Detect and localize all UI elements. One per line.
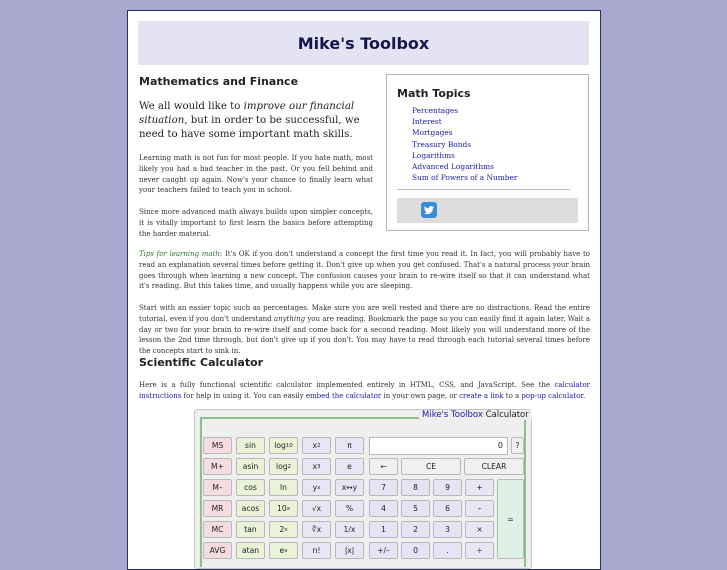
intro-paragraph-2: Since more advanced math always builds upon simpler concepts, it is vitally important to first learn the basics before attempting the harder material. <box>139 208 373 238</box>
share-bar <box>397 198 578 223</box>
key-percent[interactable]: % <box>335 500 364 517</box>
key-equals[interactable]: = <box>497 479 524 559</box>
create-link-link[interactable]: create a link <box>459 391 504 400</box>
key-memory-add[interactable]: M+ <box>203 458 232 475</box>
calculator-display: 0 <box>369 437 508 455</box>
key-memory-clear[interactable]: MC <box>203 521 232 538</box>
key-y-power-x[interactable]: y x <box>302 479 331 496</box>
site-title[interactable]: Mike's Toolbox <box>297 33 430 53</box>
key-acos[interactable]: acos <box>236 500 265 517</box>
topic-link-percentages[interactable]: Percentages <box>412 106 459 115</box>
key-reciprocal[interactable]: 1/x <box>335 521 364 538</box>
site-banner <box>138 21 589 65</box>
key-digit-6[interactable]: 6 <box>433 500 462 517</box>
intro-paragraph-1: Learning math is not fun for most people. If you hate math, most likely you had a bad teacher in the past. Or you fell behind and never caught up again. Now's your chance to finally learn what your teachers failed to teach you in school. <box>139 154 373 195</box>
popup-calculator-link[interactable]: pop-up calculator <box>521 391 583 400</box>
key-atan[interactable]: atan <box>236 542 265 559</box>
calculator-intro: Here is a fully functional scientific calculator implemented entirely in HTML, CSS, and JavaScript. See the calculator instructions for help in using it. You can easily embed the calculator in your own page, or create a link to a pop-up calculator. <box>139 381 590 400</box>
key-digit-5[interactable]: 5 <box>401 500 430 517</box>
key-negate[interactable]: +/– <box>369 542 398 559</box>
key-digit-9[interactable]: 9 <box>433 479 462 496</box>
key-memory-store[interactable]: MS <box>203 437 232 454</box>
key-sin[interactable]: sin <box>236 437 265 454</box>
sidebar-title: Math Topics <box>397 87 471 100</box>
key-digit-7[interactable]: 7 <box>369 479 398 496</box>
key-cos[interactable]: cos <box>236 479 265 496</box>
key-asin[interactable]: asin <box>236 458 265 475</box>
key-digit-0[interactable]: 0 <box>401 542 430 559</box>
topic-link-advanced-logarithms[interactable]: Advanced Logarithms <box>412 162 494 172</box>
section-heading-math-finance: Mathematics and Finance <box>139 75 299 88</box>
help-button[interactable]: ? <box>511 437 524 454</box>
embed-calculator-link[interactable]: embed the calculator <box>305 391 382 400</box>
key-factorial[interactable]: n! <box>302 542 331 559</box>
key-square-root[interactable]: √x <box>302 500 331 517</box>
page-container <box>127 10 601 570</box>
key-divide[interactable]: ÷ <box>465 542 494 559</box>
key-digit-2[interactable]: 2 <box>401 521 430 538</box>
key-digit-3[interactable]: 3 <box>433 521 462 538</box>
key-e-power[interactable]: e x <box>269 542 298 559</box>
key-backspace[interactable]: ← <box>369 458 398 475</box>
key-clear-all[interactable]: CLEAR <box>464 458 524 475</box>
twitter-icon[interactable] <box>421 202 437 218</box>
key-absolute[interactable]: |x| <box>335 542 364 559</box>
key-memory-recall[interactable]: MR <box>203 500 232 517</box>
key-decimal-point[interactable]: . <box>433 542 462 559</box>
key-average[interactable]: AVG <box>203 542 232 559</box>
scientific-calculator <box>194 409 532 569</box>
key-log2[interactable]: log 2 <box>269 458 298 475</box>
math-topics-sidebar <box>386 74 589 231</box>
calculator-instructions-link[interactable]: calculator instructions <box>139 381 590 400</box>
key-multiply[interactable]: × <box>465 521 494 538</box>
topic-link-sum-of-powers[interactable]: Sum of Powers of a Number <box>412 173 518 183</box>
topic-list <box>412 105 517 183</box>
key-two-power[interactable]: 2 x <box>269 521 298 538</box>
calculator-legend: Mike's Toolbox Calculator <box>419 410 532 420</box>
tips-paragraph: Tips for learning math: It's OK if you don't understand a concept the first time you read it. In fact, you will probably have to read an explanation several times before getting it. Don't give up when you get confused. That's a natural process your brain goes through when learning a new concept. The confusion causes your brain to re-wire itself so that it can understand what it's reading. But this takes time, and usually happens while you are sleeping. <box>139 250 590 291</box>
key-cube-root[interactable]: ∛x <box>302 521 331 538</box>
key-ln[interactable]: ln <box>269 479 298 496</box>
tips-label: Tips for learning math <box>139 250 220 258</box>
topic-link-treasury-bonds[interactable]: Treasury Bonds <box>412 139 472 149</box>
topic-link-mortgages[interactable]: Mortgages <box>412 128 453 138</box>
intro-lead: We all would like to improve our financial situation, but in order to be successful, we need to have some important math skills. <box>139 101 360 140</box>
key-subtract[interactable]: – <box>465 500 494 517</box>
key-swap-xy[interactable]: x↔y <box>335 479 364 496</box>
topic-link-logarithms[interactable]: Logarithms <box>412 150 455 160</box>
key-digit-1[interactable]: 1 <box>369 521 398 538</box>
key-log10[interactable]: log 10 <box>269 437 298 454</box>
key-pi[interactable]: π <box>335 437 364 454</box>
key-digit-8[interactable]: 8 <box>401 479 430 496</box>
intro-paragraph-4: Start with an easier topic such as percentages. Make sure you are well rested and there are no distractions. Read the entire tutorial, even if you don't understand anything you are reading. Bookmark the page so you can easily find it again later. Wait a day or two for your brain to re-wire itself and come back for a second reading. Most likely you will understand more of the lesson the 2nd time through, but don't give up if you don't. You may have to read through each tutorial several times before the concepts start to sink in. <box>139 304 591 356</box>
key-e[interactable]: e <box>335 458 364 475</box>
key-square[interactable]: x 2 <box>302 437 331 454</box>
topic-link-interest[interactable]: Interest <box>412 117 442 127</box>
key-digit-4[interactable]: 4 <box>369 500 398 517</box>
key-ten-power[interactable]: 10 x <box>269 500 298 517</box>
key-clear-entry[interactable]: CE <box>401 458 461 475</box>
key-add[interactable]: + <box>465 479 494 496</box>
key-tan[interactable]: tan <box>236 521 265 538</box>
section-heading-calculator: Scientific Calculator <box>139 356 264 369</box>
key-memory-subtract[interactable]: M– <box>203 479 232 496</box>
key-cube[interactable]: x 3 <box>302 458 331 475</box>
sidebar-divider <box>397 189 570 190</box>
